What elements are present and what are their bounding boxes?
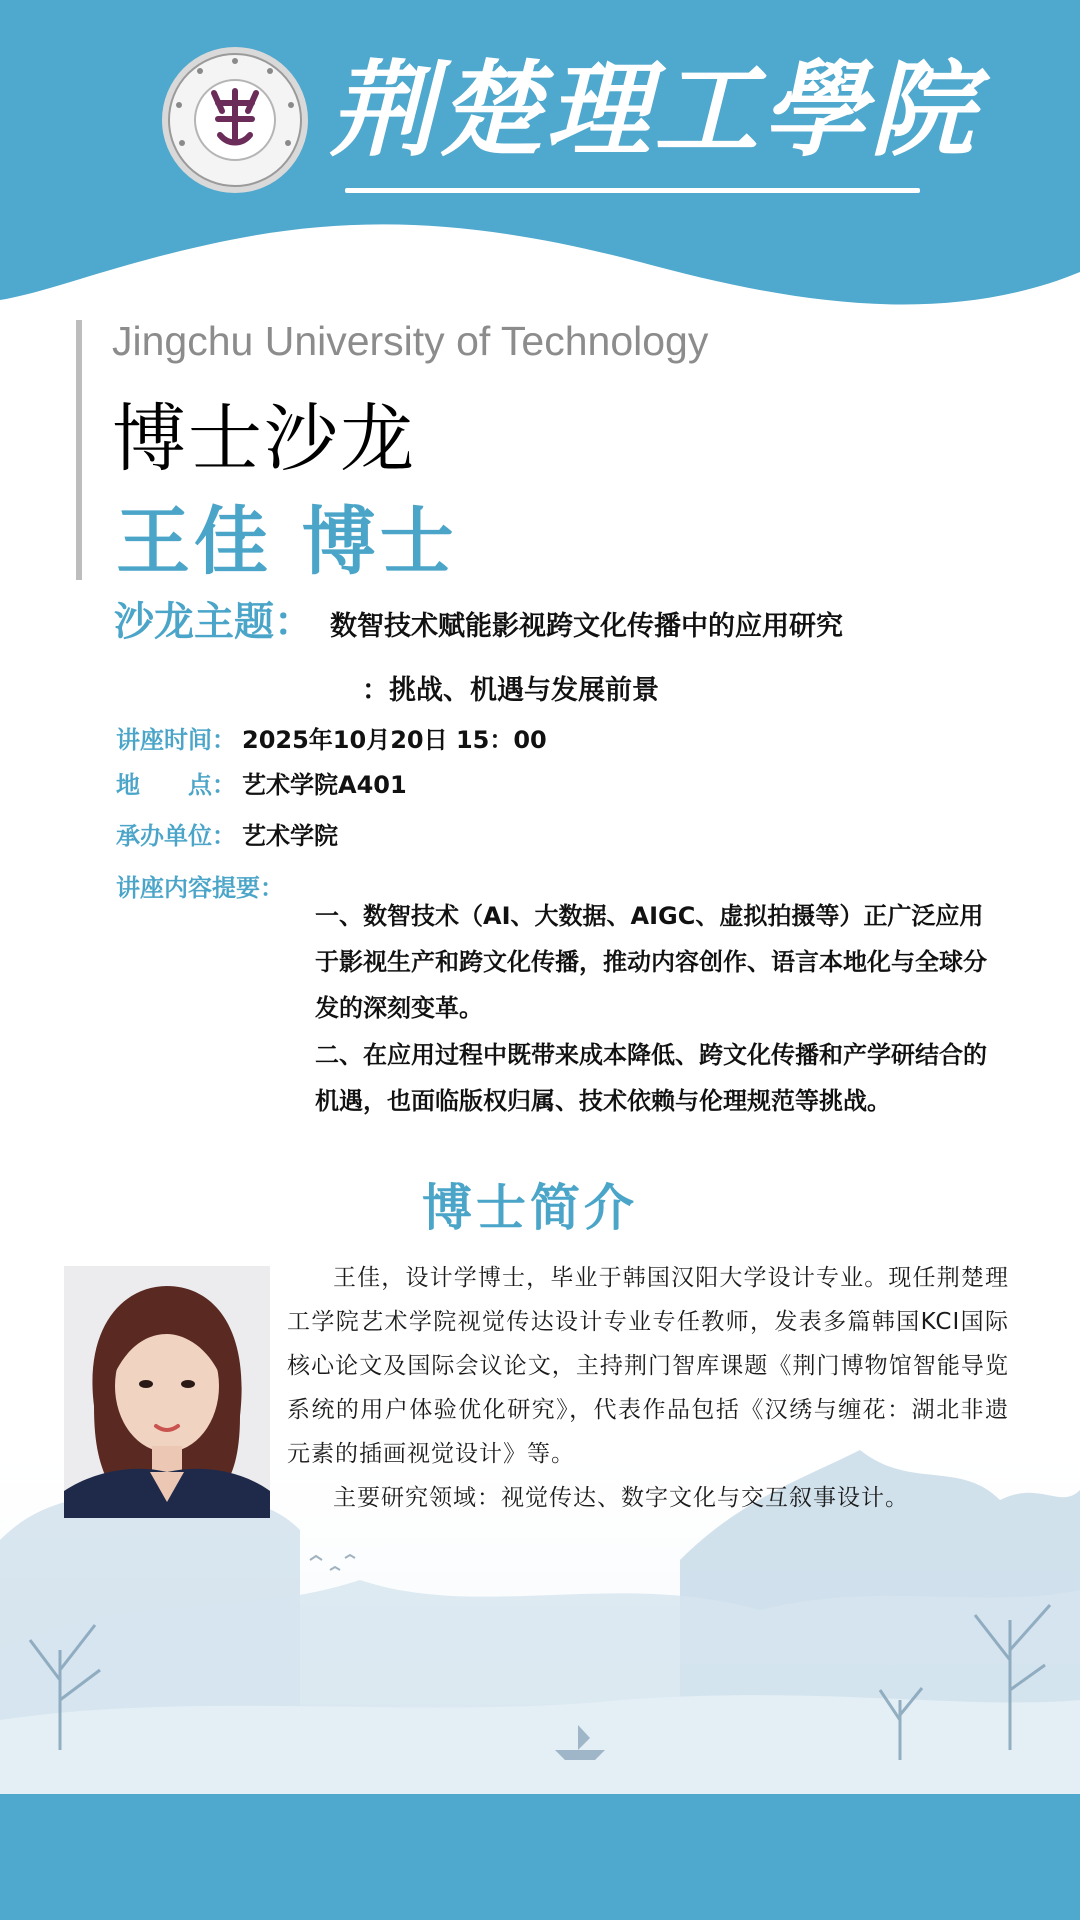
time-label: 讲座时间：: [116, 726, 236, 754]
topic-line-1: 数智技术赋能影视跨文化传播中的应用研究: [330, 611, 843, 642]
place-value: 艺术学院A401: [242, 771, 407, 799]
speaker-portrait-illustration: [64, 1266, 270, 1518]
left-accent-rule: [76, 320, 82, 580]
organizer-label: 承办单位：: [116, 822, 236, 850]
university-logo-seal: [160, 45, 310, 195]
info-row-place: [116, 765, 407, 800]
topic-line-2: ：挑战、机遇与发展前景: [362, 675, 659, 706]
calligraphy-underline: [345, 188, 920, 193]
info-row-organizer: [116, 816, 338, 851]
bio-paragraph-1: 王佳，设计学博士，毕业于韩国汉阳大学设计专业。现任荆楚理工学院艺术学院视觉传达设计专业专任教师，发表多篇韩国KCI国际核心论文及国际会议论文，主持荆门智库课题《荆门博物馆智能导览系统的用户体验优化研究》，代表作品包括《汉绣与缠花：湖北非遗元素的插画视觉设计》等。: [287, 1265, 1009, 1467]
organizer-value: 艺术学院: [242, 822, 338, 850]
university-name-english: Jingchu University of Technology: [112, 318, 709, 364]
summary-point-2: 二、在应用过程中既带来成本降低、跨文化传播和产学研结合的机遇，也面临版权归属、技术依赖与伦理规范等挑战。: [315, 1041, 987, 1115]
speaker-photo: [64, 1266, 270, 1518]
time-value: 2025年10月20日 15：00: [242, 726, 547, 754]
info-row-time: [116, 720, 547, 755]
place-label: 地 点：: [116, 771, 236, 799]
footer-band: [0, 1794, 1080, 1920]
bio-text: [287, 1256, 1009, 1520]
bio-paragraph-2: 主要研究领域：视觉传达、数字文化与交互叙事设计。: [333, 1485, 909, 1511]
university-name-calligraphy: 荆楚理工學院: [330, 48, 979, 171]
topic-label: 沙龙主题：: [114, 599, 314, 645]
bio-heading: [0, 1168, 1060, 1240]
salon-title: 博士沙龙: [112, 396, 416, 482]
speaker-name: 王佳 博士: [116, 499, 458, 585]
bio-heading-text: 博士简介: [422, 1179, 638, 1237]
summary-point-1: 一、数智技术（AI、大数据、AIGC、虚拟拍摄等）正广泛应用于影视生产和跨文化传播，推动内容创作、语言本地化与全球分发的深刻变革。: [315, 902, 987, 1022]
summary-label: 讲座内容提要：: [116, 874, 284, 902]
info-row-summary: [116, 868, 284, 903]
